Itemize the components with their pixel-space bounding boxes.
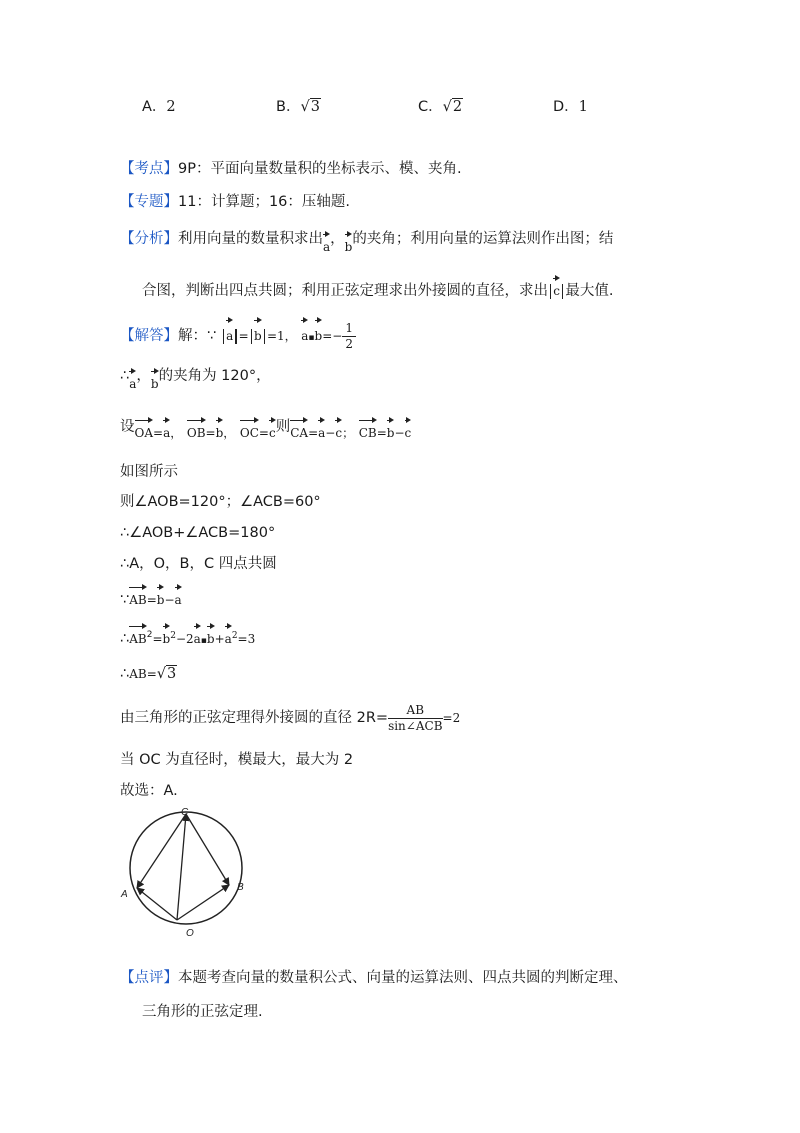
option-b: B．√3 — [276, 99, 320, 115]
sqrt-symbol: √3 — [300, 99, 320, 115]
jieda-line-11: 由三角形的正弦定理得外接圆的直径 2R= $\frac{AB}{\text{sin∠ACB}}$ =2 — [120, 702, 461, 733]
zhuanti-tag: 【专题】 — [120, 194, 178, 210]
sqrt-symbol: √2 — [442, 99, 463, 115]
jieda-line-9: $\therefore AB^2=b^2-2a▪b+a^2=3$ — [120, 624, 255, 651]
jieda-line-6: ∴∠AOB+∠ACB=180° — [120, 525, 276, 541]
circumcircle — [130, 812, 242, 924]
option-c: C．√2 — [418, 99, 463, 115]
kaodian-line: 【考点】9P：平面向量数量积的坐标表示、模、夹角. — [120, 161, 462, 177]
jieda-tag: 【解答】 — [120, 328, 178, 344]
zhuanti-line: 【专题】11：计算题；16：压轴题. — [120, 194, 351, 210]
fraction-half: $\frac{1}{2}$ — [342, 321, 356, 352]
jieda-line-7: ∴A，O，B，C 四点共圆 — [120, 556, 277, 572]
segment-oc — [177, 814, 186, 920]
jieda-line-8: ∵AB=b−a — [120, 585, 182, 610]
jieda-line-5: 则∠AOB=120°；∠ACB=60° — [120, 494, 321, 510]
fenxi-line-2: 合图，判断出四点共圆；利用正弦定理求出外接圆的直径，求出 c 最大值. — [142, 276, 613, 301]
kaodian-tag: 【考点】 — [120, 161, 178, 177]
jieda-line-10: ∴AB=√3 — [120, 666, 177, 682]
sqrt-symbol: √3 — [156, 666, 177, 682]
option-a: A．2 — [142, 99, 176, 115]
label-c: C — [181, 807, 189, 818]
option-d: D．1 — [553, 99, 588, 115]
dianping-line-1: 【点评】本题考查向量的数量积公式、向量的运算法则、四点共圆的判断定理、 — [120, 970, 628, 986]
fenxi-tag: 【分析】 — [120, 231, 178, 247]
label-a: A — [121, 889, 128, 900]
segment-ca — [137, 814, 186, 888]
label-b: B — [237, 882, 244, 893]
jieda-line-4: 如图所示 — [120, 464, 178, 480]
jieda-line-1: 【解答】解：∵ a = b =1， a▪b=− $\frac{1}{2}$ — [120, 318, 356, 352]
segment-ob — [177, 885, 229, 920]
jieda-line-2: ∴a，b的夹角为 120°， — [120, 361, 271, 386]
dianping-tag: 【点评】 — [120, 970, 178, 986]
dianping-line-2: 三角形的正弦定理. — [142, 1004, 263, 1020]
fraction-sine-law: $\frac{AB}{\text{sin∠ACB}}$ — [388, 702, 443, 733]
jieda-line-13: 故选：A. — [120, 783, 178, 799]
jieda-line-12: 当 OC 为直径时，模最大，最大为 2 — [120, 752, 354, 768]
circle-figure — [118, 807, 268, 937]
fenxi-line-1: 【分析】利用向量的数量积求出a，b的夹角；利用向量的运算法则作出图；结 — [120, 224, 613, 249]
jieda-line-3: 设$OA_{=a,}$ $OB_{=b,}$ $OC_{=c}$则$CA_{=a-c;}$ $CB_{=b-c}$ — [120, 412, 411, 437]
label-o: O — [186, 928, 194, 937]
